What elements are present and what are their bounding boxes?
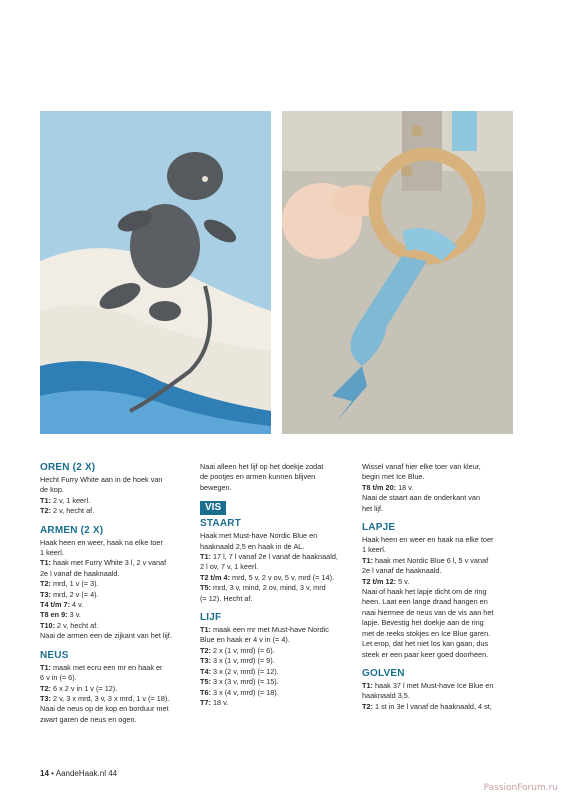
pattern-row: Naai de neus op de kop en borduur met	[40, 704, 169, 714]
section-heading-oren: OREN (2 X)	[40, 462, 96, 473]
pattern-row: T4 t/m 7: 4 v.	[40, 600, 84, 610]
pattern-row: T2 t/m 12: 5 v.	[362, 576, 410, 586]
page-number: 14	[40, 769, 49, 778]
pattern-row: T8 t/m 20: 18 v.	[362, 482, 414, 492]
column-1	[40, 462, 190, 725]
pattern-row: Wissel vanaf hier elke toer van kleur,	[362, 462, 481, 471]
column-2	[200, 462, 352, 708]
pattern-row: begin met Ice Blue.	[362, 472, 425, 482]
section-heading-lapje: LAPJE	[362, 522, 396, 534]
section-heading-armen: ARMEN (2 X)	[40, 524, 104, 536]
pattern-row: T7: 18 v.	[200, 697, 229, 707]
pattern-row: (= 12). Hecht af.	[200, 593, 253, 603]
pattern-row: T3: mrd, 2 v (= 4).	[40, 589, 99, 599]
crochet-seal-toy-photo-icon	[40, 111, 271, 434]
pattern-row: haaknaald 2,5 en haak in de AL.	[200, 541, 305, 551]
column-3	[362, 462, 512, 712]
footer-bullet: •	[51, 769, 54, 778]
pattern-row: T5: 3 x (3 v, mrd) (= 15).	[200, 677, 279, 687]
pattern-row: het lijf.	[362, 503, 384, 513]
pattern-row: T1: maak een mr met Must-have Nordic	[200, 625, 329, 635]
pattern-row: Blue en haak er 4 v in (= 4).	[200, 635, 290, 645]
pattern-row: Naai de armen een de zijkant van het lijf.	[40, 631, 172, 641]
pattern-row: T1: 2 v, 1 keerl.	[40, 495, 91, 505]
pattern-row: T5: mrd, 3 v, mind, 2 ov, mind, 3 v, mrd	[200, 583, 326, 593]
text-line: Haak heen en weer, haak na elke toer	[40, 537, 163, 547]
pattern-row: T4: 3 x (2 v, mrd) (= 12).	[200, 666, 279, 676]
pattern-row: T2 t/m 4: mrd, 5 v, 2 v ov, 5 v, mrd (= 14).	[200, 572, 335, 582]
section-heading-neus: NEUS	[40, 649, 69, 661]
pattern-row: 6 v in (= 6).	[40, 673, 77, 683]
watermark: PassionForum.ru	[483, 783, 558, 793]
pattern-row: T3: 2 v, 3 x mrd, 3 v, 3 x mrd, 1 v (= 18).	[40, 693, 170, 703]
pattern-row: heen. Laat een lange draad hangen en	[362, 597, 488, 607]
pattern-row: Naai de staart aan de onderkant van	[362, 493, 481, 503]
section-badge-vis: VIS	[200, 501, 226, 515]
text-line: bewegen.	[200, 482, 232, 492]
text-line: de kop.	[40, 485, 64, 495]
pattern-row: Naai of haak het lapje dicht om de ring	[362, 587, 487, 597]
pattern-row: 2 l ov, 7 v, 1 keerl.	[200, 562, 259, 572]
pattern-row: met de reeks stokjes en Ice Blue garen.	[362, 628, 491, 638]
pattern-row: T2: 2 v, hecht af.	[40, 506, 95, 516]
page-footer	[40, 769, 117, 778]
pattern-row: Haak met Must-have Nordic Blue en	[200, 531, 318, 541]
magazine-name: AandeHaak.nl 44	[55, 769, 118, 778]
pattern-row: T2: 1 st in 3e l vanaf de haaknaald, 4 st,	[362, 701, 492, 711]
pattern-row: T1: haak met Nordic Blue 6 l, 5 v vanaf	[362, 555, 489, 565]
text-line: de pootjes en armen kunnen blijven	[200, 472, 316, 482]
text-line: Hecht Furry White aan in de hoek van	[40, 475, 163, 484]
pattern-row: Let erop, dat het niet los kan gaan, dus	[362, 639, 489, 649]
pattern-row: T1: maak met ecru een mr en haak er	[40, 662, 163, 672]
pattern-row: haaknaald 3,5.	[362, 691, 410, 701]
pattern-row: T8 en 9: 3 v.	[40, 610, 81, 620]
pattern-row: zwart garen de neus en ogen.	[40, 714, 137, 724]
pattern-row: T1: haak met Furry White 3 l, 2 v vanaf	[40, 558, 167, 568]
section-heading-staart: STAART	[200, 518, 242, 530]
pattern-row: lapje. Bevestig het doekje aan de ring	[362, 618, 484, 628]
pattern-row: T6: 3 x (4 v, mrd) (= 18).	[200, 687, 279, 697]
section-heading-golven: GOLVEN	[362, 667, 405, 679]
seal-toy-photo	[40, 111, 271, 434]
pattern-row: T10: 2 v, hecht af.	[40, 620, 99, 630]
pattern-row: T3: 3 x (1 v, mrd) (= 9).	[200, 656, 275, 666]
pattern-row: T1: haak 37 l met Must-have Ice Blue en	[362, 680, 494, 690]
pattern-row: naai hiermee de neus van de vis aan het	[362, 607, 494, 617]
section-heading-lijf: LIJF	[200, 612, 222, 624]
text-line: Naai alleen het lijf op het doekje zodat	[200, 462, 324, 471]
pattern-row: 2e l vanaf de haaknaald.	[40, 568, 120, 578]
pattern-row: T2: mrd, 1 v (= 3).	[40, 579, 99, 589]
pattern-row: T2: 6 x 2 v in 1 v (= 12).	[40, 683, 118, 693]
pattern-row: steek er een paar keer goed doorheen.	[362, 649, 489, 659]
pattern-row: 2e l vanaf de haaknaald.	[362, 566, 442, 576]
pattern-row: T1: 17 l, 7 l vanaf 2e l vanaf de haaknaald,	[200, 552, 338, 562]
pattern-row: 1 keerl.	[362, 545, 386, 555]
fish-ring-photo	[282, 111, 513, 434]
pattern-row: T2: 2 x (1 v, mrd) (= 6).	[200, 645, 275, 655]
crochet-fish-teething-ring-photo-icon	[282, 111, 513, 434]
pattern-row: Haak heen en weer en haak na elke toer	[362, 535, 494, 545]
text-line: 1 keerl.	[40, 548, 64, 558]
